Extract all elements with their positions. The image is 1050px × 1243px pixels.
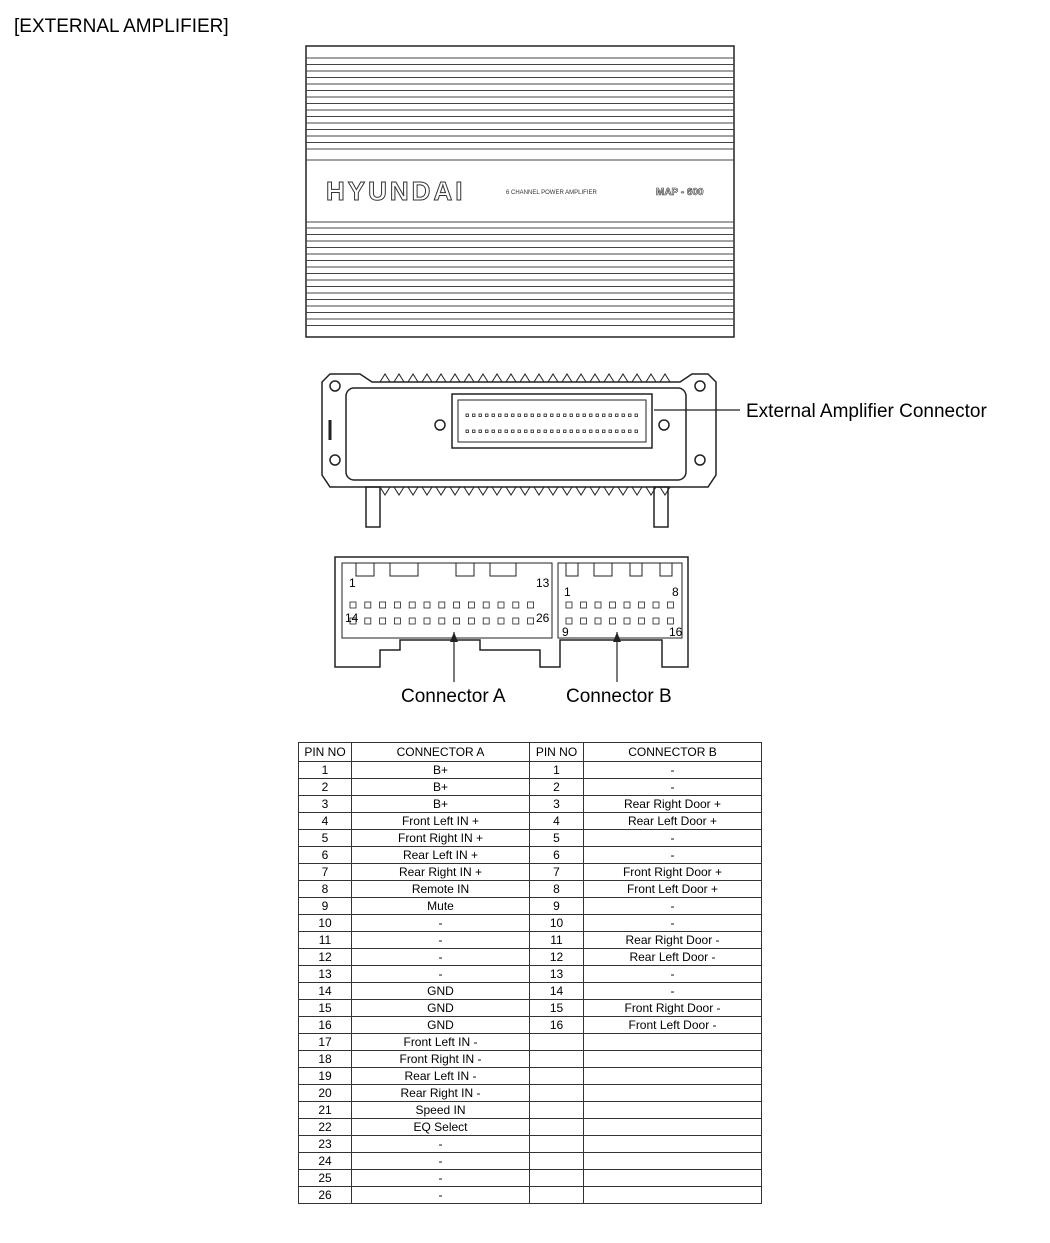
table-row <box>299 796 762 813</box>
fin-tooth <box>408 487 418 495</box>
external-amplifier-connector-label: External Amplifier Connector <box>746 401 987 422</box>
amplifier-top-view <box>306 46 734 337</box>
connector-a-label: Connector A <box>401 686 506 707</box>
connector-a-value: B+ <box>352 796 530 813</box>
fin-tooth <box>618 487 628 495</box>
connector-a-value: Mute <box>352 898 530 915</box>
connector-a-value: Front Right IN + <box>352 830 530 847</box>
pin-table <box>298 742 762 1204</box>
pin-label-a-1: 1 <box>349 576 356 590</box>
table-row <box>299 779 762 796</box>
fin-tooth <box>548 487 558 495</box>
connector-b-value: - <box>584 847 762 864</box>
connector-a-value: - <box>352 949 530 966</box>
connector-b-label: Connector B <box>566 686 672 707</box>
pin-no-b: 8 <box>530 881 584 898</box>
table-row <box>299 762 762 779</box>
pin-label-b-9: 9 <box>562 625 569 639</box>
table-row <box>299 915 762 932</box>
fin-tooth <box>422 374 432 382</box>
fin-tooth <box>604 374 614 382</box>
pin-no-a: 18 <box>299 1051 352 1068</box>
table-row <box>299 898 762 915</box>
fin-tooth <box>380 487 390 495</box>
table-row <box>299 881 762 898</box>
fin-tooth <box>520 487 530 495</box>
pin-no-a: 5 <box>299 830 352 847</box>
connector-b-value: Rear Left Door + <box>584 813 762 830</box>
fin-tooth <box>562 487 572 495</box>
pin-no-b: 4 <box>530 813 584 830</box>
fin-tooth <box>450 374 460 382</box>
pin-no-a: 21 <box>299 1102 352 1119</box>
pin-no-b <box>530 1068 584 1085</box>
pin-no-b <box>530 1119 584 1136</box>
pin-no-b <box>530 1187 584 1204</box>
connector-b-value <box>584 1102 762 1119</box>
connector-b-value: - <box>584 966 762 983</box>
table-row <box>299 932 762 949</box>
connector-b-value: - <box>584 898 762 915</box>
fin-tooth <box>408 374 418 382</box>
table-row <box>299 1136 762 1153</box>
pin-label-a-26: 26 <box>536 611 550 625</box>
pin-no-b <box>530 1085 584 1102</box>
pin-no-a: 14 <box>299 983 352 1000</box>
section-title: [EXTERNAL AMPLIFIER] <box>14 16 229 37</box>
pin-no-a: 25 <box>299 1170 352 1187</box>
pin-no-b: 12 <box>530 949 584 966</box>
table-row <box>299 1102 762 1119</box>
table-row <box>299 1153 762 1170</box>
connector-a-value: Front Right IN - <box>352 1051 530 1068</box>
header-pin-no-b: PIN NO <box>530 743 584 762</box>
pin-no-b: 6 <box>530 847 584 864</box>
pin-no-b: 11 <box>530 932 584 949</box>
fin-tooth <box>576 487 586 495</box>
model-number: MAP - 600 <box>656 187 704 198</box>
pin-no-a: 23 <box>299 1136 352 1153</box>
fin-tooth <box>632 487 642 495</box>
connector-a-value: Rear Right IN - <box>352 1085 530 1102</box>
fin-tooth <box>478 487 488 495</box>
connector-a-value: GND <box>352 1017 530 1034</box>
amplifier-front-view <box>322 374 740 527</box>
header-connector-b: CONNECTOR B <box>584 743 762 762</box>
fin-tooth <box>534 487 544 495</box>
fin-tooth <box>394 374 404 382</box>
connector-a-value: Rear Right IN + <box>352 864 530 881</box>
pin-no-b: 13 <box>530 966 584 983</box>
pin-no-a: 15 <box>299 1000 352 1017</box>
pin-no-a: 9 <box>299 898 352 915</box>
connector-a-value: Speed IN <box>352 1102 530 1119</box>
fin-tooth <box>660 374 670 382</box>
connector-b-value <box>584 1068 762 1085</box>
table-row <box>299 1017 762 1034</box>
table-row <box>299 983 762 1000</box>
connector-b-value <box>584 1051 762 1068</box>
pin-no-b <box>530 1153 584 1170</box>
model-text: 6 CHANNEL POWER AMPLIFIER <box>506 190 597 196</box>
pin-no-b: 5 <box>530 830 584 847</box>
fin-tooth <box>492 487 502 495</box>
connector-face <box>335 557 688 682</box>
pin-no-b: 16 <box>530 1017 584 1034</box>
pin-no-a: 2 <box>299 779 352 796</box>
fin-tooth <box>464 374 474 382</box>
connector-b-value: - <box>584 779 762 796</box>
pin-no-a: 12 <box>299 949 352 966</box>
fin-tooth <box>436 487 446 495</box>
fin-tooth <box>520 374 530 382</box>
connector-a-value: - <box>352 1136 530 1153</box>
connector-a-value: - <box>352 1170 530 1187</box>
pin-no-a: 10 <box>299 915 352 932</box>
pin-no-a: 22 <box>299 1119 352 1136</box>
fin-tooth <box>604 487 614 495</box>
connector-b-value: Front Right Door + <box>584 864 762 881</box>
connector-a-value: Rear Left IN - <box>352 1068 530 1085</box>
connector-b-value <box>584 1034 762 1051</box>
brand-logo: HYUNDAI <box>326 176 466 206</box>
pin-label-b-1: 1 <box>564 585 571 599</box>
fin-tooth <box>450 487 460 495</box>
connector-a-value: - <box>352 932 530 949</box>
pin-no-a: 7 <box>299 864 352 881</box>
connector-a-value: Remote IN <box>352 881 530 898</box>
connector-a-value: GND <box>352 1000 530 1017</box>
fin-tooth <box>394 487 404 495</box>
connector-b-value: - <box>584 830 762 847</box>
table-row <box>299 1068 762 1085</box>
connector-a-value: GND <box>352 983 530 1000</box>
pin-label-b-16: 16 <box>669 625 683 639</box>
pin-no-a: 1 <box>299 762 352 779</box>
fin-tooth <box>464 487 474 495</box>
connector-a-value: - <box>352 1187 530 1204</box>
table-row <box>299 966 762 983</box>
header-connector-a: CONNECTOR A <box>352 743 530 762</box>
connector-a-value: B+ <box>352 779 530 796</box>
fin-tooth <box>618 374 628 382</box>
table-row <box>299 830 762 847</box>
pin-no-b <box>530 1136 584 1153</box>
pin-no-b: 14 <box>530 983 584 1000</box>
pin-no-a: 11 <box>299 932 352 949</box>
fin-tooth <box>492 374 502 382</box>
pin-label-a-13: 13 <box>536 576 550 590</box>
fin-tooth <box>478 374 488 382</box>
connector-a-value: EQ Select <box>352 1119 530 1136</box>
pin-no-b: 1 <box>530 762 584 779</box>
pin-no-b: 3 <box>530 796 584 813</box>
pin-label-a-14: 14 <box>345 611 359 625</box>
connector-a-value: B+ <box>352 762 530 779</box>
connector-b-value: - <box>584 915 762 932</box>
pin-no-a: 20 <box>299 1085 352 1102</box>
table-row <box>299 864 762 881</box>
pin-no-b <box>530 1170 584 1187</box>
table-row <box>299 1000 762 1017</box>
fin-tooth <box>646 374 656 382</box>
connector-b-value: - <box>584 762 762 779</box>
header-pin-no-a: PIN NO <box>299 743 352 762</box>
pin-no-b: 9 <box>530 898 584 915</box>
connector-b-value: Rear Left Door - <box>584 949 762 966</box>
pin-no-a: 16 <box>299 1017 352 1034</box>
pin-no-b: 2 <box>530 779 584 796</box>
fin-tooth <box>534 374 544 382</box>
table-row <box>299 1170 762 1187</box>
connector-b-value <box>584 1119 762 1136</box>
connector-b-value <box>584 1170 762 1187</box>
pin-no-b <box>530 1034 584 1051</box>
fin-tooth <box>590 374 600 382</box>
connector-a-value: - <box>352 915 530 932</box>
pin-table-header <box>299 743 762 762</box>
pin-no-b: 7 <box>530 864 584 881</box>
table-row <box>299 847 762 864</box>
pin-no-a: 4 <box>299 813 352 830</box>
connector-b-value <box>584 1187 762 1204</box>
pin-no-b <box>530 1051 584 1068</box>
connector-a-value: Front Left IN - <box>352 1034 530 1051</box>
pin-no-a: 13 <box>299 966 352 983</box>
table-row <box>299 1187 762 1204</box>
fin-tooth <box>506 374 516 382</box>
fin-tooth <box>506 487 516 495</box>
pin-no-a: 26 <box>299 1187 352 1204</box>
pin-no-a: 8 <box>299 881 352 898</box>
pin-no-b <box>530 1102 584 1119</box>
connector-a-value: Rear Left IN + <box>352 847 530 864</box>
fin-tooth <box>380 374 390 382</box>
connector-b-value: Rear Right Door + <box>584 796 762 813</box>
table-row <box>299 949 762 966</box>
connector-b-value <box>584 1136 762 1153</box>
pin-no-a: 19 <box>299 1068 352 1085</box>
connector-b-value: Front Left Door + <box>584 881 762 898</box>
table-row <box>299 1051 762 1068</box>
connector-a-value: Front Left IN + <box>352 813 530 830</box>
pin-no-a: 24 <box>299 1153 352 1170</box>
table-row <box>299 813 762 830</box>
fin-tooth <box>422 487 432 495</box>
pin-no-a: 6 <box>299 847 352 864</box>
connector-b-value: Front Left Door - <box>584 1017 762 1034</box>
fin-tooth <box>436 374 446 382</box>
fin-tooth <box>576 374 586 382</box>
connector-b-value <box>584 1085 762 1102</box>
table-row <box>299 1085 762 1102</box>
table-row <box>299 1119 762 1136</box>
fin-tooth <box>632 374 642 382</box>
table-row <box>299 1034 762 1051</box>
connector-b-value: - <box>584 983 762 1000</box>
connector-a-value: - <box>352 966 530 983</box>
pin-label-b-8: 8 <box>672 585 679 599</box>
pin-no-b: 15 <box>530 1000 584 1017</box>
pin-no-a: 3 <box>299 796 352 813</box>
fin-tooth <box>548 374 558 382</box>
connector-b-value <box>584 1153 762 1170</box>
pin-no-b: 10 <box>530 915 584 932</box>
connector-b-value: Rear Right Door - <box>584 932 762 949</box>
connector-a-value: - <box>352 1153 530 1170</box>
pin-no-a: 17 <box>299 1034 352 1051</box>
connector-b-value: Front Right Door - <box>584 1000 762 1017</box>
fin-tooth <box>590 487 600 495</box>
fin-tooth <box>562 374 572 382</box>
